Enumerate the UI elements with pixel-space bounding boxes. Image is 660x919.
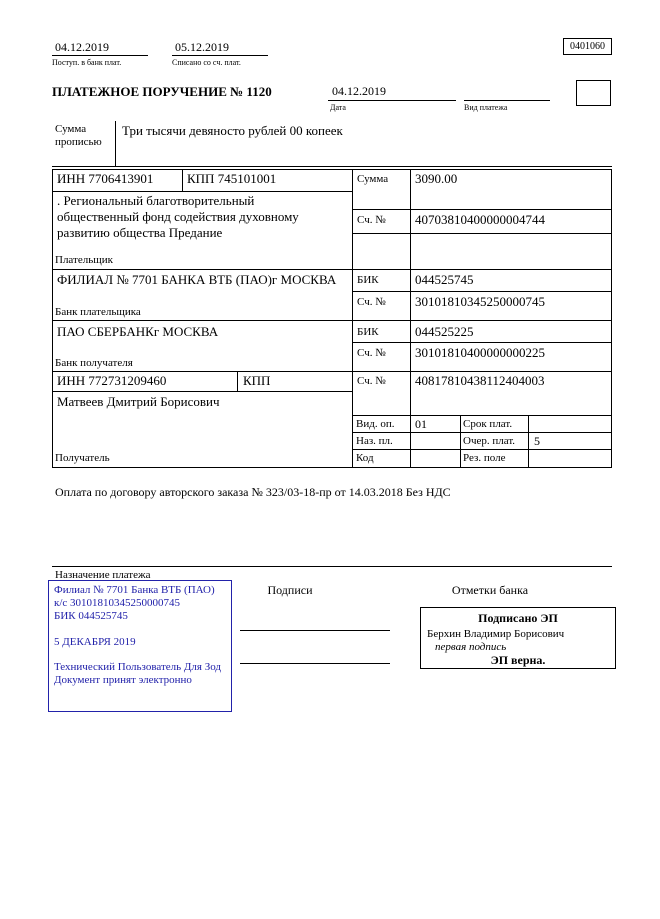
received-date-underline	[52, 55, 148, 56]
table-hline	[52, 169, 612, 170]
table-hline	[52, 467, 612, 468]
table-vline	[52, 169, 53, 467]
payer-kpp: КПП 745101001	[187, 171, 277, 186]
receiver-account-label: Сч. №	[357, 375, 386, 387]
debited-date-value: 05.12.2019	[175, 40, 229, 54]
payer-name: . Региональный благотворительный общественный фонд содействия духовному развитию общества Предание	[57, 193, 299, 240]
purpose-text: Оплата по договору авторского заказа № 323/03-18-пр от 14.03.2018 Без НДС	[55, 485, 451, 499]
receiver-inn: ИНН 772731209460	[57, 373, 167, 388]
table-hline	[352, 209, 612, 210]
receiver-bank-section-label: Банк получателя	[55, 357, 133, 369]
bank-stamp-line: Филиал № 7701 Банка ВТБ (ПАО)	[54, 584, 215, 596]
esign-verified: ЭП верна.	[490, 653, 546, 667]
amount-words-label: Сумма прописью	[55, 123, 102, 149]
bank-stamp-gap	[54, 624, 226, 636]
signature-line-2	[240, 663, 390, 664]
table-vline	[182, 169, 183, 191]
table-vline	[237, 371, 238, 391]
payer-bank-account-label: Сч. №	[357, 296, 386, 308]
purpose-code-label: Наз. пл.	[356, 435, 393, 447]
receiver-section-label: Получатель	[55, 452, 110, 464]
table-vline	[611, 169, 612, 467]
receiver-bank-account-label: Сч. №	[357, 347, 386, 359]
purpose-section-rule	[52, 566, 612, 567]
table-hline	[352, 233, 612, 234]
signature-line-1	[240, 630, 390, 631]
signatures-label: Подписи	[267, 583, 313, 597]
payer-bank-section-label: Банк плательщика	[55, 306, 141, 318]
payer-bank-name: ФИЛИАЛ № 7701 БАНКА ВТБ (ПАО)г МОСКВА	[57, 272, 337, 287]
receiver-kpp-label: КПП	[243, 373, 271, 388]
bank-stamp-gap	[54, 649, 226, 661]
document-date-underline	[328, 100, 456, 101]
table-hline	[352, 415, 612, 416]
table-hline	[52, 391, 352, 392]
table-hline	[352, 291, 612, 292]
esign-signer-role: первая подпись	[435, 641, 507, 653]
table-hline	[352, 432, 612, 433]
receiver-bank-name: ПАО СБЕРБАНКг МОСКВА	[57, 324, 219, 339]
receiver-bank-account: 30101810400000000225	[415, 345, 545, 360]
amount-words-value: Три тысячи девяносто рублей 00 копеек	[122, 123, 343, 138]
bank-stamp-box	[48, 580, 232, 712]
document-date: 04.12.2019	[332, 84, 386, 98]
amount-label: Сумма	[357, 173, 389, 185]
esign-signer-name: Берхин Владимир Борисович	[427, 628, 565, 640]
table-hline	[52, 191, 352, 192]
payment-type-label: Вид платежа	[464, 103, 508, 112]
receiver-bank-bik-label: БИК	[357, 326, 379, 338]
receiver-account: 40817810438112404003	[415, 373, 545, 388]
payment-type-underline	[464, 100, 550, 101]
table-vline	[352, 169, 353, 467]
received-date-value: 04.12.2019	[55, 40, 109, 54]
payer-inn: ИНН 7706413901	[57, 171, 154, 186]
esign-box	[420, 607, 616, 669]
bank-stamp-line: БИК 044525745	[54, 610, 128, 623]
bank-marks-label: Отметки банка	[451, 583, 529, 597]
table-vline	[410, 169, 411, 467]
op-type-label: Вид. оп.	[356, 418, 395, 430]
op-type-value: 01	[415, 417, 427, 431]
receiver-bank-bik: 044525225	[415, 324, 474, 339]
table-hline	[52, 320, 612, 321]
document-date-label: Дата	[330, 103, 346, 112]
table-hline	[52, 371, 612, 372]
bank-stamp-line: Документ принят электронно	[54, 673, 192, 686]
due-date-label: Срок плат.	[463, 418, 513, 430]
payer-bank-account: 30101810345250000745	[415, 294, 545, 309]
payer-bank-bik: 044525745	[415, 272, 474, 287]
table-hline	[352, 342, 612, 343]
document-title: ПЛАТЕЖНОЕ ПОРУЧЕНИЕ № 1120	[52, 84, 272, 99]
payer-account-label: Сч. №	[357, 214, 386, 226]
bank-stamp-line: Технический Пользователь Для Зод	[54, 660, 222, 673]
payer-bank-bik-label: БИК	[357, 274, 379, 286]
receiver-name: Матвеев Дмитрий Борисович	[57, 394, 220, 409]
bank-stamp-line: 5 ДЕКАБРЯ 2019	[54, 635, 136, 648]
priority-label: Очер. плат.	[463, 435, 516, 447]
reserve-field-label: Рез. поле	[463, 452, 506, 464]
amount-words-bottom-rule	[52, 166, 612, 167]
received-date-label: Поступ. в банк плат.	[52, 58, 122, 67]
priority-value: 5	[534, 434, 540, 448]
purpose-section-label: Назначение платежа	[55, 569, 151, 581]
table-vline	[528, 415, 529, 467]
table-hline	[352, 449, 612, 450]
form-code: 0401060	[570, 41, 605, 52]
code-label: Код	[356, 452, 374, 464]
amount-words-divider	[115, 121, 116, 166]
bank-stamp-line: к/с 30101810345250000745	[54, 597, 181, 610]
payer-section-label: Плательщик	[55, 254, 113, 266]
esign-title: Подписано ЭП	[478, 611, 558, 625]
form-code-box	[563, 38, 612, 55]
payment-type-box	[576, 80, 611, 106]
table-hline	[52, 269, 612, 270]
payer-account: 40703810400000004744	[415, 212, 545, 227]
debited-date-underline	[172, 55, 268, 56]
table-vline	[460, 415, 461, 467]
debited-date-label: Списано со сч. плат.	[172, 58, 241, 67]
amount-value: 3090.00	[415, 171, 458, 186]
